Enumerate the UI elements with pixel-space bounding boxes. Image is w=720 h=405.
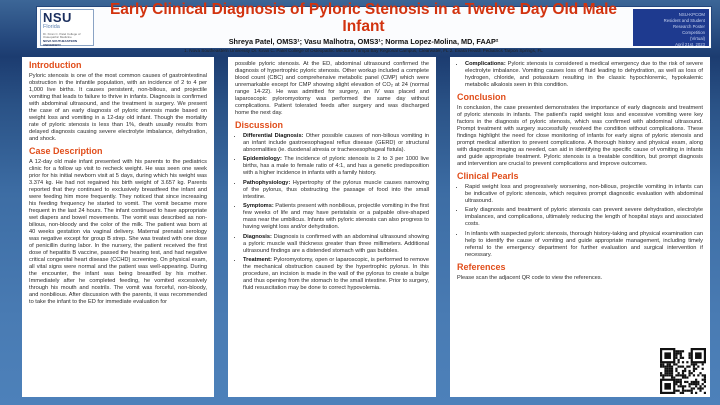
nsu-logo [40,9,94,46]
list-item: • Treatment: Pyloromyotomy, open or laparoscopic, is performed to remove the mechanical obstruction caused by the hypertrophic pylorus. In this procedure, an incision is made in the wall of the pylorus to create a bulge and thus opening from the stomach to the small intestine. Prior to surgery, fluid resuscitation may be done to correct hypovolemia. [243,257,429,292]
list-item: • Pathophysiology: Hypertrophy of the pylorus muscle causes narrowing of the pylorus, thus obstructing the passage of food into the small intestine. [243,180,429,201]
list-item: • Complications: Pyloric stenosis is considered a medical emergency due to the risk of severe electrolyte imbalance. Vomiting causes loss of fluid leading to dehydration, as well as loss of hydrogen, chloride, and potassium resulting in the classic hypochloremic, hypokalemic metabolic alkalosis seen in this condition. [465,61,703,89]
competition-line: (Virtual) [690,36,705,42]
poster-body [22,57,710,397]
logo-university-text: NOVA SOUTHEASTERN UNIVERSITY [43,39,78,47]
introduction-heading: Introduction [29,60,82,70]
poster-header [36,1,712,53]
case-description-heading: Case Description [29,145,103,156]
list-item: • Diagnosis: Diagnosis is confirmed with an abdominal ultrasound showing a pyloric muscle wall thickness greater than three millimeters. Additional ultrasound findings are a distended stomach with gas bubbles. [243,234,429,255]
conclusion-heading: Conclusion [457,92,506,102]
competition-line: Resident and Student [663,18,705,24]
references-qr-code [660,348,706,394]
competition-box [633,9,709,46]
references-heading: References [457,261,506,272]
authors-line: Shreya Patel, OMS3¹; Vasu Malhotra, OMS3¹; Norma Lopez-Molina, MD, FAAP² [228,37,499,47]
introduction-text: Pyloric stenosis is one of the most common causes of gastrointestinal obstruction in the infantile population, with an incidence of 2 to 4 per 1,000 live births. It causes persistent, non-bilious, and projectile vomiting that leads to failure to thrive in infants. Diagnosis is confirmed with abdominal ultrasound, and the treatment is surgery. We present the case of an early diagnosis of pyloric stenosis made based on weight loss and vomiting in a 12-day old infant. Though the mortality rate of pyloric stenosis is less than 1%, death usually results from delayed diagnosis causing severe electrolyte imbalance, dehydration, and shock. [29,72,207,142]
competition-line: NSU-KPCOM [678,12,705,17]
case-continuation-text: possible pyloric stenosis. At the ED, abdominal ultrasound confirmed the diagnosis of hypertrophic pyloric stenosis. Other workup included a complete blood count (CBC) and comprehensive metabolic panel (CMP) which were unremarkable except for CMP showing slight elevation of CO₂ at 24 (normal range 14-22). He was admitted for surgery, an IV was placed and laparoscopic pyloromyotomy was performed the same day without complications. Patient tolerated feeds after surgery and was discharged home the next day. [235,61,429,116]
column-right [450,57,710,397]
clinical-pearls-heading: Clinical Pearls [457,170,519,181]
complications-list [457,61,703,89]
logo-acronym: NSU [43,10,72,25]
competition-line: Competition [682,30,705,36]
logo-college-text: Dr. Kiran C. Patel College of Osteopathic Medicine [43,31,81,39]
conclusion-text: In conclusion, the case presented demonstrates the importance of early diagnosis and treatment of pyloric stenosis in infants. The patient's rapid weight loss and excessive vomiting were key factors in the diagnosis of pyloric stenosis, which was confirmed with abdominal ultrasound. Prompt treatment with surgery successfully resolved the condition without complications. These findings highlight the need for close monitoring of infants for early signs of pyloric stenosis and prompt medical attention to prevent complications. A thorough history and physical exam, along with diagnostic imaging as needed, can aid in identifying the specific cause of vomiting in infants and guide appropriate treatment. Pyloric stenosis is a treatable condition, but prompt diagnosis and intervention are crucial to prevent complications and improve outcomes. [457,104,703,167]
poster-title: Early Clinical Diagnosis of Pyloric Stenosis in a Twelve Day Old Male Infant [109,1,618,35]
list-item: • Differential Diagnosis: Other possible causes of non-bilious vomiting in an infant include gastroesophageal reflux disease (GERD) or structural abnormalities (ie. duodenal atresia or tracheoesophageal fistula). [243,133,429,154]
column-middle [228,57,436,397]
competition-line: Research Poster [672,24,705,30]
logo-state: Florida [43,24,60,30]
list-item: • Epidemiology: The incidence of pyloric stenosis is 2 to 3 per 1000 live births, has a male to female ratio of 4:1, and has a genetic predisposition with a higher incidence in infants with a family history. [243,156,429,177]
discussion-heading: Discussion [235,120,284,130]
list-item: • In infants with suspected pyloric stenosis, thorough history-taking and physical examination can help to identify the cause of vomiting and guide appropriate management, including timely referral to the emergency department for further evaluation and surgical intervention if necessary. [465,231,703,259]
affiliations-line: 1. Nova Southeastern University Dr. Kiran C. Patel College of Osteopathic Medicine Tampa Bay Regional Campus, Clearwater, FL 2. Evara Health Pediatrics Tarpon Springs, FL [184,47,543,53]
competition-line: April 21st, 2023 [675,42,705,48]
list-item: • Rapid weight loss and progressively worsening, non-bilious, projectile vomiting in infants can be indicative of pyloric stenosis, which requires prompt diagnostic evaluation with abdominal ultrasound. [465,184,703,205]
list-item: • Symptoms: Patients present with nonbilious, projectile vomiting in the first few weeks of life and may have peristalsis or a palpable olive-shaped mass near the umbilicus. Infants with pyloric stenosis can also progress to having weight loss and/or dehydration. [243,203,429,231]
column-left [22,57,214,397]
references-text: Please scan the adjacent QR code to view the references. [457,274,603,281]
list-item: • Early diagnosis and treatment of pyloric stenosis can prevent severe dehydration, electrolyte imbalances, and complications, ultimately reducing the length of hospital stays and associated costs. [465,207,703,228]
discussion-list [235,133,429,293]
title-block [94,2,633,52]
case-description-text: A 12-day old male infant presented with his parents to the pediatrics clinic for a follow up visit to recheck weight. He was seen one week prior for his initial newborn visit at 5 days, during which his weight was 3.374 kg. He had not regained his birth weight of 3.657 kg. Parents reported that they continued to exclusively breastfeed the infant and were feeding him more frequently. They noticed that since increasing his feeding frequency he started to vomit. The vomit became more frequent in the last 24 hours. The infant continued to have appropriate wet diapers and bowel movements. The vomit was described as non-bilious, non-bloody and the color of the milk. The patient was born at 40 weeks gestation via vaginal delivery. Maternal prenatal serology was negative except for group B strep. She was treated with one dose of penicillin during labor. In the nursery, the patient received the first dose of hepatitis B vaccine, passed the hearing test, and had negative critical congenital heart disease (CCHD) screening. On physical exam, all vital signs were normal and the patient was well-appearing. During the encounter, the infant was being breastfed by his mother. Immediately after he completed feeding, he vomited excessively through his mouth and nostrils. The vomit was forceful, non-bloody, and nonbilious. After discussion with the parents, it was recommended to take the infant to the ED for immediate evaluation for [29,158,207,305]
clinical-pearls-list [457,184,703,259]
